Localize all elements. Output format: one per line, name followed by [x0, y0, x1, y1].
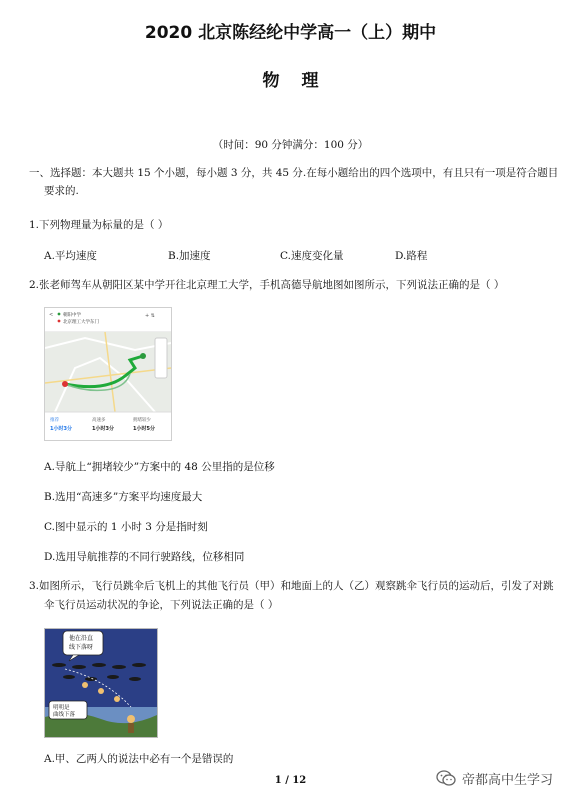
section-instructions-line1: 一、选择题：本大题共 15 个小题，每小题 3 分，共 45 分.在每小题给出的四个选项中，有且只有一项是符合题目 — [29, 167, 559, 179]
svg-text:<: < — [49, 312, 54, 318]
map-illustration — [45, 308, 171, 440]
watermark-text: 帝都高中生学习 — [462, 772, 554, 788]
navigation-map-image — [44, 307, 172, 441]
bubble-top-text-2: 线下落呀 — [69, 644, 94, 651]
question-2-stem: 2.张老师驾车从朝阳区某中学开往北京理工大学，手机高德导航地图如图所示，下列说法正确的是（ ） — [29, 279, 505, 291]
section-instructions-line2: 要求的. — [44, 185, 79, 197]
question-2-option-d: D.选用导航推荐的不同行驶路线，位移相同 — [44, 551, 245, 563]
question-2-option-a: A.导航上“拥堵较少”方案中的 48 公里指的是位移 — [44, 461, 275, 473]
exam-meta: （时间：90 分钟满分：100 分） — [212, 139, 369, 151]
map-origin-label: 朝阳中学 — [63, 313, 81, 318]
route-2-time: 1小时3分 — [92, 426, 114, 432]
question-3-option-a: A.甲、乙两人的说法中必有一个是错误的 — [44, 753, 234, 765]
route-3-tag: 拥堵较少 — [133, 418, 151, 423]
route-3-time: 1小时5分 — [133, 426, 155, 432]
map-destination-label: 北京理工大学东门 — [63, 320, 99, 325]
question-3-stem-line1: 3.如图所示，飞行员跳伞后飞机上的其他飞行员（甲）和地面上的人（乙）观察跳伞飞行员的运动后，引发了对跳 — [29, 580, 554, 592]
bubble-top-text: 他在沿直 — [69, 635, 94, 642]
question-1-option-b: B.加速度 — [168, 250, 211, 262]
question-3-stem-line2: 伞飞行员运动状况的争论，下列说法正确的是（ ） — [44, 599, 279, 611]
wechat-icon — [436, 768, 456, 788]
watermark — [436, 768, 553, 788]
question-2-option-b: B.选用“高速多”方案平均速度最大 — [44, 491, 203, 503]
page-title: 2020 北京陈经纶中学高一（上）期中 — [144, 23, 437, 43]
question-1-option-a: A.平均速度 — [44, 250, 97, 262]
question-1-option-d: D.路程 — [395, 250, 428, 262]
question-1-stem: 1.下列物理量为标量的是（ ） — [29, 219, 169, 231]
route-1-tag: 推荐 — [50, 418, 59, 423]
route-1-time: 1小时3分 — [50, 426, 72, 432]
question-1-option-c: C.速度变化量 — [280, 250, 344, 262]
subject-title: 物理 — [262, 71, 341, 91]
route-2-tag: 高速多 — [92, 418, 106, 423]
svg-text:+ ⇅: + ⇅ — [145, 313, 155, 319]
parachute-illustration — [45, 629, 157, 737]
parachute-cartoon-image — [44, 628, 158, 738]
bubble-bottom-text-2: 曲线下落 — [53, 712, 76, 718]
bubble-bottom-text: 明明是 — [53, 705, 70, 711]
page-number: 1 / 12 — [274, 775, 307, 786]
question-2-option-c: C.图中显示的 1 小时 3 分是指时刻 — [44, 521, 208, 533]
